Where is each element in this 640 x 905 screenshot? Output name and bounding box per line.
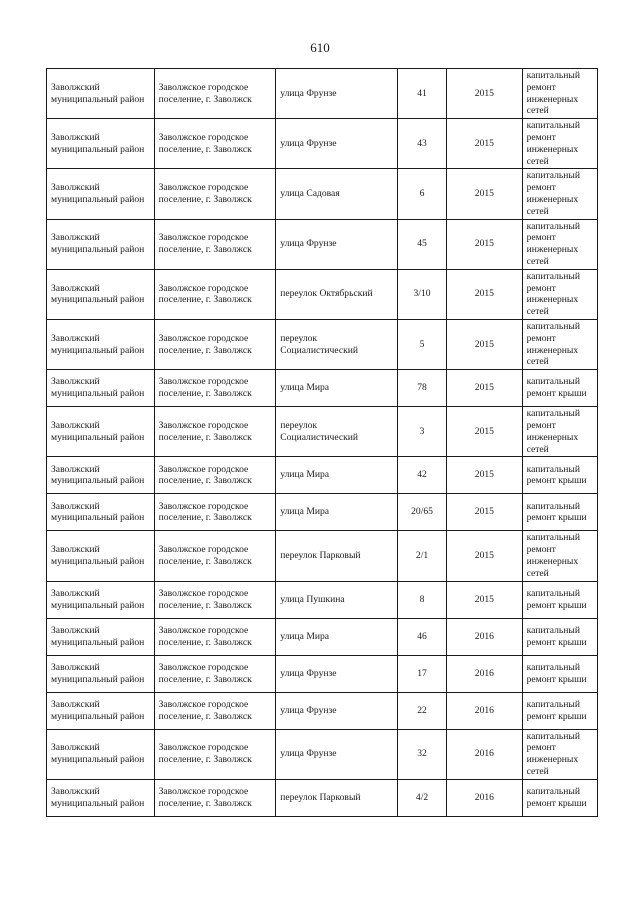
- table-body: [47, 69, 598, 817]
- settlement-cell: Заволжское городское поселение, г. Заволжск: [154, 729, 276, 779]
- year-cell: 2015: [447, 69, 522, 119]
- table-row: [47, 169, 598, 219]
- district-cell: Заволжский муниципальный район: [47, 729, 155, 779]
- year-cell: 2016: [447, 729, 522, 779]
- year-cell: 2015: [447, 581, 522, 618]
- house-number-cell: 2/1: [397, 531, 446, 581]
- table-row: [47, 69, 598, 119]
- year-cell: 2015: [447, 319, 522, 369]
- table-row: [47, 319, 598, 369]
- street-cell: улица Фрунзе: [276, 729, 398, 779]
- table-row: [47, 581, 598, 618]
- street-cell: улица Фрунзе: [276, 119, 398, 169]
- settlement-cell: Заволжское городское поселение, г. Заволжск: [154, 692, 276, 729]
- district-cell: Заволжский муниципальный район: [47, 779, 155, 816]
- house-number-cell: 43: [397, 119, 446, 169]
- table-row: [47, 407, 598, 457]
- work-type-cell: капитальный ремонт крыши: [522, 692, 597, 729]
- district-cell: Заволжский муниципальный район: [47, 531, 155, 581]
- year-cell: 2015: [447, 269, 522, 319]
- settlement-cell: Заволжское городское поселение, г. Заволжск: [154, 119, 276, 169]
- district-cell: Заволжский муниципальный район: [47, 219, 155, 269]
- settlement-cell: Заволжское городское поселение, г. Заволжск: [154, 457, 276, 494]
- table-row: [47, 219, 598, 269]
- work-type-cell: капитальный ремонт крыши: [522, 618, 597, 655]
- year-cell: 2015: [447, 169, 522, 219]
- house-number-cell: 41: [397, 69, 446, 119]
- district-cell: Заволжский муниципальный район: [47, 494, 155, 531]
- district-cell: Заволжский муниципальный район: [47, 692, 155, 729]
- table-row: [47, 269, 598, 319]
- house-number-cell: 78: [397, 370, 446, 407]
- district-cell: Заволжский муниципальный район: [47, 169, 155, 219]
- district-cell: Заволжский муниципальный район: [47, 119, 155, 169]
- table-row: [47, 618, 598, 655]
- settlement-cell: Заволжское городское поселение, г. Заволжск: [154, 169, 276, 219]
- housing-repair-table: [46, 68, 598, 817]
- district-cell: Заволжский муниципальный район: [47, 581, 155, 618]
- work-type-cell: капитальный ремонт инженерных сетей: [522, 729, 597, 779]
- table-row: [47, 457, 598, 494]
- table-row: [47, 655, 598, 692]
- settlement-cell: Заволжское городское поселение, г. Заволжск: [154, 407, 276, 457]
- street-cell: переулок Октябрьский: [276, 269, 398, 319]
- street-cell: улица Мира: [276, 370, 398, 407]
- street-cell: улица Фрунзе: [276, 655, 398, 692]
- house-number-cell: 46: [397, 618, 446, 655]
- house-number-cell: 20/65: [397, 494, 446, 531]
- house-number-cell: 22: [397, 692, 446, 729]
- year-cell: 2016: [447, 655, 522, 692]
- year-cell: 2015: [447, 370, 522, 407]
- street-cell: улица Фрунзе: [276, 692, 398, 729]
- house-number-cell: 3/10: [397, 269, 446, 319]
- settlement-cell: Заволжское городское поселение, г. Заволжск: [154, 269, 276, 319]
- street-cell: улица Пушкина: [276, 581, 398, 618]
- work-type-cell: капитальный ремонт крыши: [522, 779, 597, 816]
- house-number-cell: 4/2: [397, 779, 446, 816]
- work-type-cell: капитальный ремонт крыши: [522, 370, 597, 407]
- district-cell: Заволжский муниципальный район: [47, 269, 155, 319]
- district-cell: Заволжский муниципальный район: [47, 407, 155, 457]
- street-cell: улица Фрунзе: [276, 69, 398, 119]
- street-cell: улица Мира: [276, 457, 398, 494]
- street-cell: улица Мира: [276, 494, 398, 531]
- work-type-cell: капитальный ремонт крыши: [522, 494, 597, 531]
- street-cell: улица Мира: [276, 618, 398, 655]
- house-number-cell: 3: [397, 407, 446, 457]
- district-cell: Заволжский муниципальный район: [47, 618, 155, 655]
- work-type-cell: капитальный ремонт инженерных сетей: [522, 219, 597, 269]
- year-cell: 2015: [447, 494, 522, 531]
- house-number-cell: 32: [397, 729, 446, 779]
- street-cell: переулок Парковый: [276, 531, 398, 581]
- year-cell: 2015: [447, 457, 522, 494]
- house-number-cell: 8: [397, 581, 446, 618]
- work-type-cell: капитальный ремонт крыши: [522, 655, 597, 692]
- work-type-cell: капитальный ремонт инженерных сетей: [522, 269, 597, 319]
- work-type-cell: капитальный ремонт крыши: [522, 581, 597, 618]
- district-cell: Заволжский муниципальный район: [47, 457, 155, 494]
- settlement-cell: Заволжское городское поселение, г. Заволжск: [154, 531, 276, 581]
- year-cell: 2016: [447, 618, 522, 655]
- district-cell: Заволжский муниципальный район: [47, 655, 155, 692]
- table-row: [47, 370, 598, 407]
- settlement-cell: Заволжское городское поселение, г. Заволжск: [154, 219, 276, 269]
- street-cell: улица Фрунзе: [276, 219, 398, 269]
- street-cell: переулок Социалистический: [276, 407, 398, 457]
- year-cell: 2015: [447, 407, 522, 457]
- settlement-cell: Заволжское городское поселение, г. Заволжск: [154, 779, 276, 816]
- year-cell: 2015: [447, 531, 522, 581]
- work-type-cell: капитальный ремонт инженерных сетей: [522, 319, 597, 369]
- settlement-cell: Заволжское городское поселение, г. Заволжск: [154, 319, 276, 369]
- page-number: 610: [310, 40, 330, 55]
- work-type-cell: капитальный ремонт инженерных сетей: [522, 119, 597, 169]
- table-row: [47, 119, 598, 169]
- street-cell: улица Садовая: [276, 169, 398, 219]
- work-type-cell: капитальный ремонт инженерных сетей: [522, 169, 597, 219]
- district-cell: Заволжский муниципальный район: [47, 319, 155, 369]
- year-cell: 2016: [447, 692, 522, 729]
- street-cell: переулок Социалистический: [276, 319, 398, 369]
- house-number-cell: 45: [397, 219, 446, 269]
- district-cell: Заволжский муниципальный район: [47, 69, 155, 119]
- work-type-cell: капитальный ремонт крыши: [522, 457, 597, 494]
- house-number-cell: 17: [397, 655, 446, 692]
- year-cell: 2015: [447, 219, 522, 269]
- house-number-cell: 42: [397, 457, 446, 494]
- settlement-cell: Заволжское городское поселение, г. Заволжск: [154, 655, 276, 692]
- work-type-cell: капитальный ремонт инженерных сетей: [522, 69, 597, 119]
- work-type-cell: капитальный ремонт инженерных сетей: [522, 407, 597, 457]
- street-cell: переулок Парковый: [276, 779, 398, 816]
- year-cell: 2015: [447, 119, 522, 169]
- table-row: [47, 692, 598, 729]
- settlement-cell: Заволжское городское поселение, г. Заволжск: [154, 69, 276, 119]
- settlement-cell: Заволжское городское поселение, г. Заволжск: [154, 370, 276, 407]
- work-type-cell: капитальный ремонт инженерных сетей: [522, 531, 597, 581]
- settlement-cell: Заволжское городское поселение, г. Заволжск: [154, 494, 276, 531]
- year-cell: 2016: [447, 779, 522, 816]
- district-cell: Заволжский муниципальный район: [47, 370, 155, 407]
- settlement-cell: Заволжское городское поселение, г. Заволжск: [154, 581, 276, 618]
- table-row: [47, 531, 598, 581]
- table-row: [47, 779, 598, 816]
- house-number-cell: 5: [397, 319, 446, 369]
- table-row: [47, 729, 598, 779]
- table-row: [47, 494, 598, 531]
- settlement-cell: Заволжское городское поселение, г. Заволжск: [154, 618, 276, 655]
- house-number-cell: 6: [397, 169, 446, 219]
